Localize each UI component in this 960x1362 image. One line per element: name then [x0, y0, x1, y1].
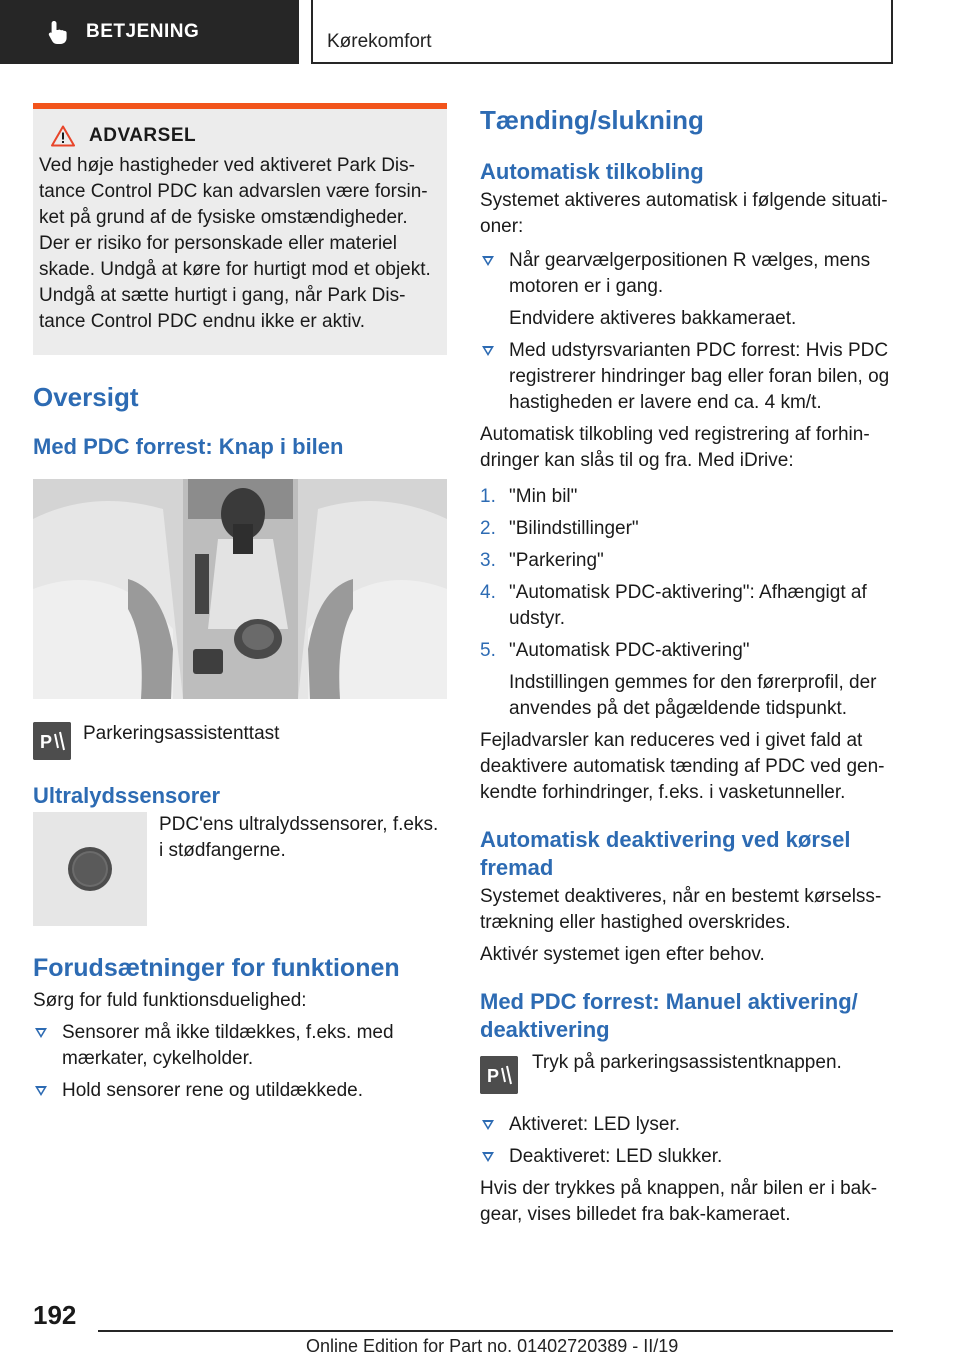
footer-divider [98, 1330, 893, 1332]
bullet-triangle-icon [35, 1086, 47, 1096]
warning-text: Ved høje hastigheder ved aktiveret Park Distance Control PDC kan advarslen være forsinket på grund af de fysiske omstændigheder. Der er risiko for personskade eller materiel skade. Undgå at køre for hurtigt mod et objekt. Undgå at sætte hurtigt i gang, når Park Distance Control PDC endnu ikke er aktiv. [39, 155, 431, 332]
step-item [480, 580, 892, 632]
header-title-box [311, 0, 893, 64]
deactivation-text-2: Aktivér systemet igen efter behov. [480, 944, 765, 965]
bullet-triangle-icon [482, 1152, 494, 1162]
header-title: Kørekomfort [327, 31, 432, 52]
bullet-triangle-icon [482, 256, 494, 266]
button-caption-row [33, 722, 447, 760]
list-item [480, 338, 892, 416]
parking-assistant-button-icon [480, 1056, 518, 1094]
fault-note: Fejladvarsler kan reduceres ved i givet fald at deaktivere automatisk tænding af PDC ved genkendte forhindringer, f.eks. i vasketunneller. [480, 730, 885, 803]
step-number: 1. [480, 486, 496, 507]
step-text: "Automatisk PDC-aktivering": Afhængigt af udstyr. [509, 582, 867, 629]
left-column [33, 103, 447, 1110]
page-number: 192 [33, 1300, 77, 1330]
step-text: "Parkering" [509, 550, 604, 571]
list-item-text: Med udstyrsvarianten PDC forrest: Hvis PDC registrerer hindringer bag eller foran bilen, og hastigheden er lavere end ca. 4 km/t. [509, 340, 890, 413]
auto-heading: Automatisk tilkobling [480, 159, 704, 184]
bullet-triangle-icon [482, 1120, 494, 1130]
step-text: "Automatisk PDC-aktivering" [509, 640, 750, 661]
manual-list [480, 1112, 892, 1170]
svg-text:P: P [40, 732, 53, 752]
manual-row [480, 1052, 892, 1094]
button-caption: Parkeringsassistenttast [83, 723, 280, 744]
warning-box [33, 103, 447, 355]
step-text: "Bilindstillinger" [509, 518, 639, 539]
manual-note: Hvis der trykkes på knappen, når bilen er i bakgear, vises billedet fra bak-kameraet. [480, 1178, 878, 1225]
step-text: "Min bil" [509, 486, 578, 507]
warning-header [51, 125, 441, 147]
step-sub: Indstillingen gemmes for den førerprofil, der anvendes på det pågældende tidspunkt. [509, 672, 877, 719]
step-item [480, 548, 892, 574]
center-console-photo [33, 479, 447, 699]
header-section-tab [0, 0, 299, 64]
steps-list [480, 484, 892, 722]
switching-heading: Tænding/slukning [480, 105, 704, 135]
list-item [480, 248, 892, 332]
requirements-list [33, 1020, 447, 1104]
overview-heading: Oversigt [33, 382, 139, 412]
step-number: 3. [480, 550, 496, 571]
requirements-heading: Forudsætninger for funktionen [33, 954, 400, 982]
sensors-row [33, 812, 447, 926]
list-item-text: Sensorer må ikke tildækkes, f.eks. med mærkater, cykelholder. [62, 1022, 394, 1069]
step-item [480, 484, 892, 510]
step-item [480, 638, 892, 722]
list-item-text: Hold sensorer rene og utildækkede. [62, 1080, 364, 1101]
step-number: 5. [480, 640, 496, 661]
manual-text: Tryk på parkeringsassistentknappen. [532, 1052, 842, 1073]
step-item [480, 516, 892, 542]
warning-triangle-icon [51, 125, 75, 147]
header-section-label: BETJENING [86, 21, 200, 42]
auto-note: Automatisk tilkobling ved registrering af forhindringer kan slås til og fra. Med iDrive: [480, 424, 870, 471]
hand-pointer-icon [44, 18, 72, 46]
list-item-sub: Endvidere aktiveres bakkameraet. [509, 308, 797, 329]
list-item-text: Deaktiveret: LED slukker. [509, 1146, 723, 1167]
svg-text:P: P [487, 1066, 500, 1086]
list-item-text: Når gearvælgerpositionen R vælges, mens motoren er i gang. [509, 250, 871, 297]
parking-assistant-button-icon [33, 722, 71, 760]
overview-subheading: Med PDC forrest: Knap i bilen [33, 434, 344, 459]
ultrasonic-sensor-photo [33, 812, 147, 926]
list-item [33, 1078, 447, 1104]
bullet-triangle-icon [482, 346, 494, 356]
auto-list [480, 248, 892, 416]
requirements-intro: Sørg for fuld funktionsduelighed: [33, 990, 307, 1011]
footer-edition: Online Edition for Part no. 01402720389 - II/19 [306, 1336, 679, 1356]
deactivation-heading: Automatisk deaktivering ved kørsel fremad [480, 827, 851, 880]
bullet-triangle-icon [35, 1028, 47, 1038]
list-item-text: Aktiveret: LED lyser. [509, 1114, 681, 1135]
deactivation-text: Systemet deaktiveres, når en bestemt kørselsstrækning eller hastighed overskrides. [480, 886, 882, 933]
step-number: 2. [480, 518, 496, 539]
manual-heading: Med PDC forrest: Manuel aktivering/ deaktivering [480, 989, 858, 1042]
warning-label: ADVARSEL [89, 125, 197, 146]
sensors-heading: Ultralydssensorer [33, 783, 221, 808]
list-item [33, 1020, 447, 1072]
list-item [480, 1112, 892, 1138]
right-column [480, 104, 892, 1228]
step-number: 4. [480, 582, 496, 603]
list-item [480, 1144, 892, 1170]
sensors-text: PDC'ens ultralydssensorer, f.eks. i stødfangerne. [159, 814, 439, 861]
auto-intro: Systemet aktiveres automatisk i følgende situationer: [480, 190, 888, 237]
